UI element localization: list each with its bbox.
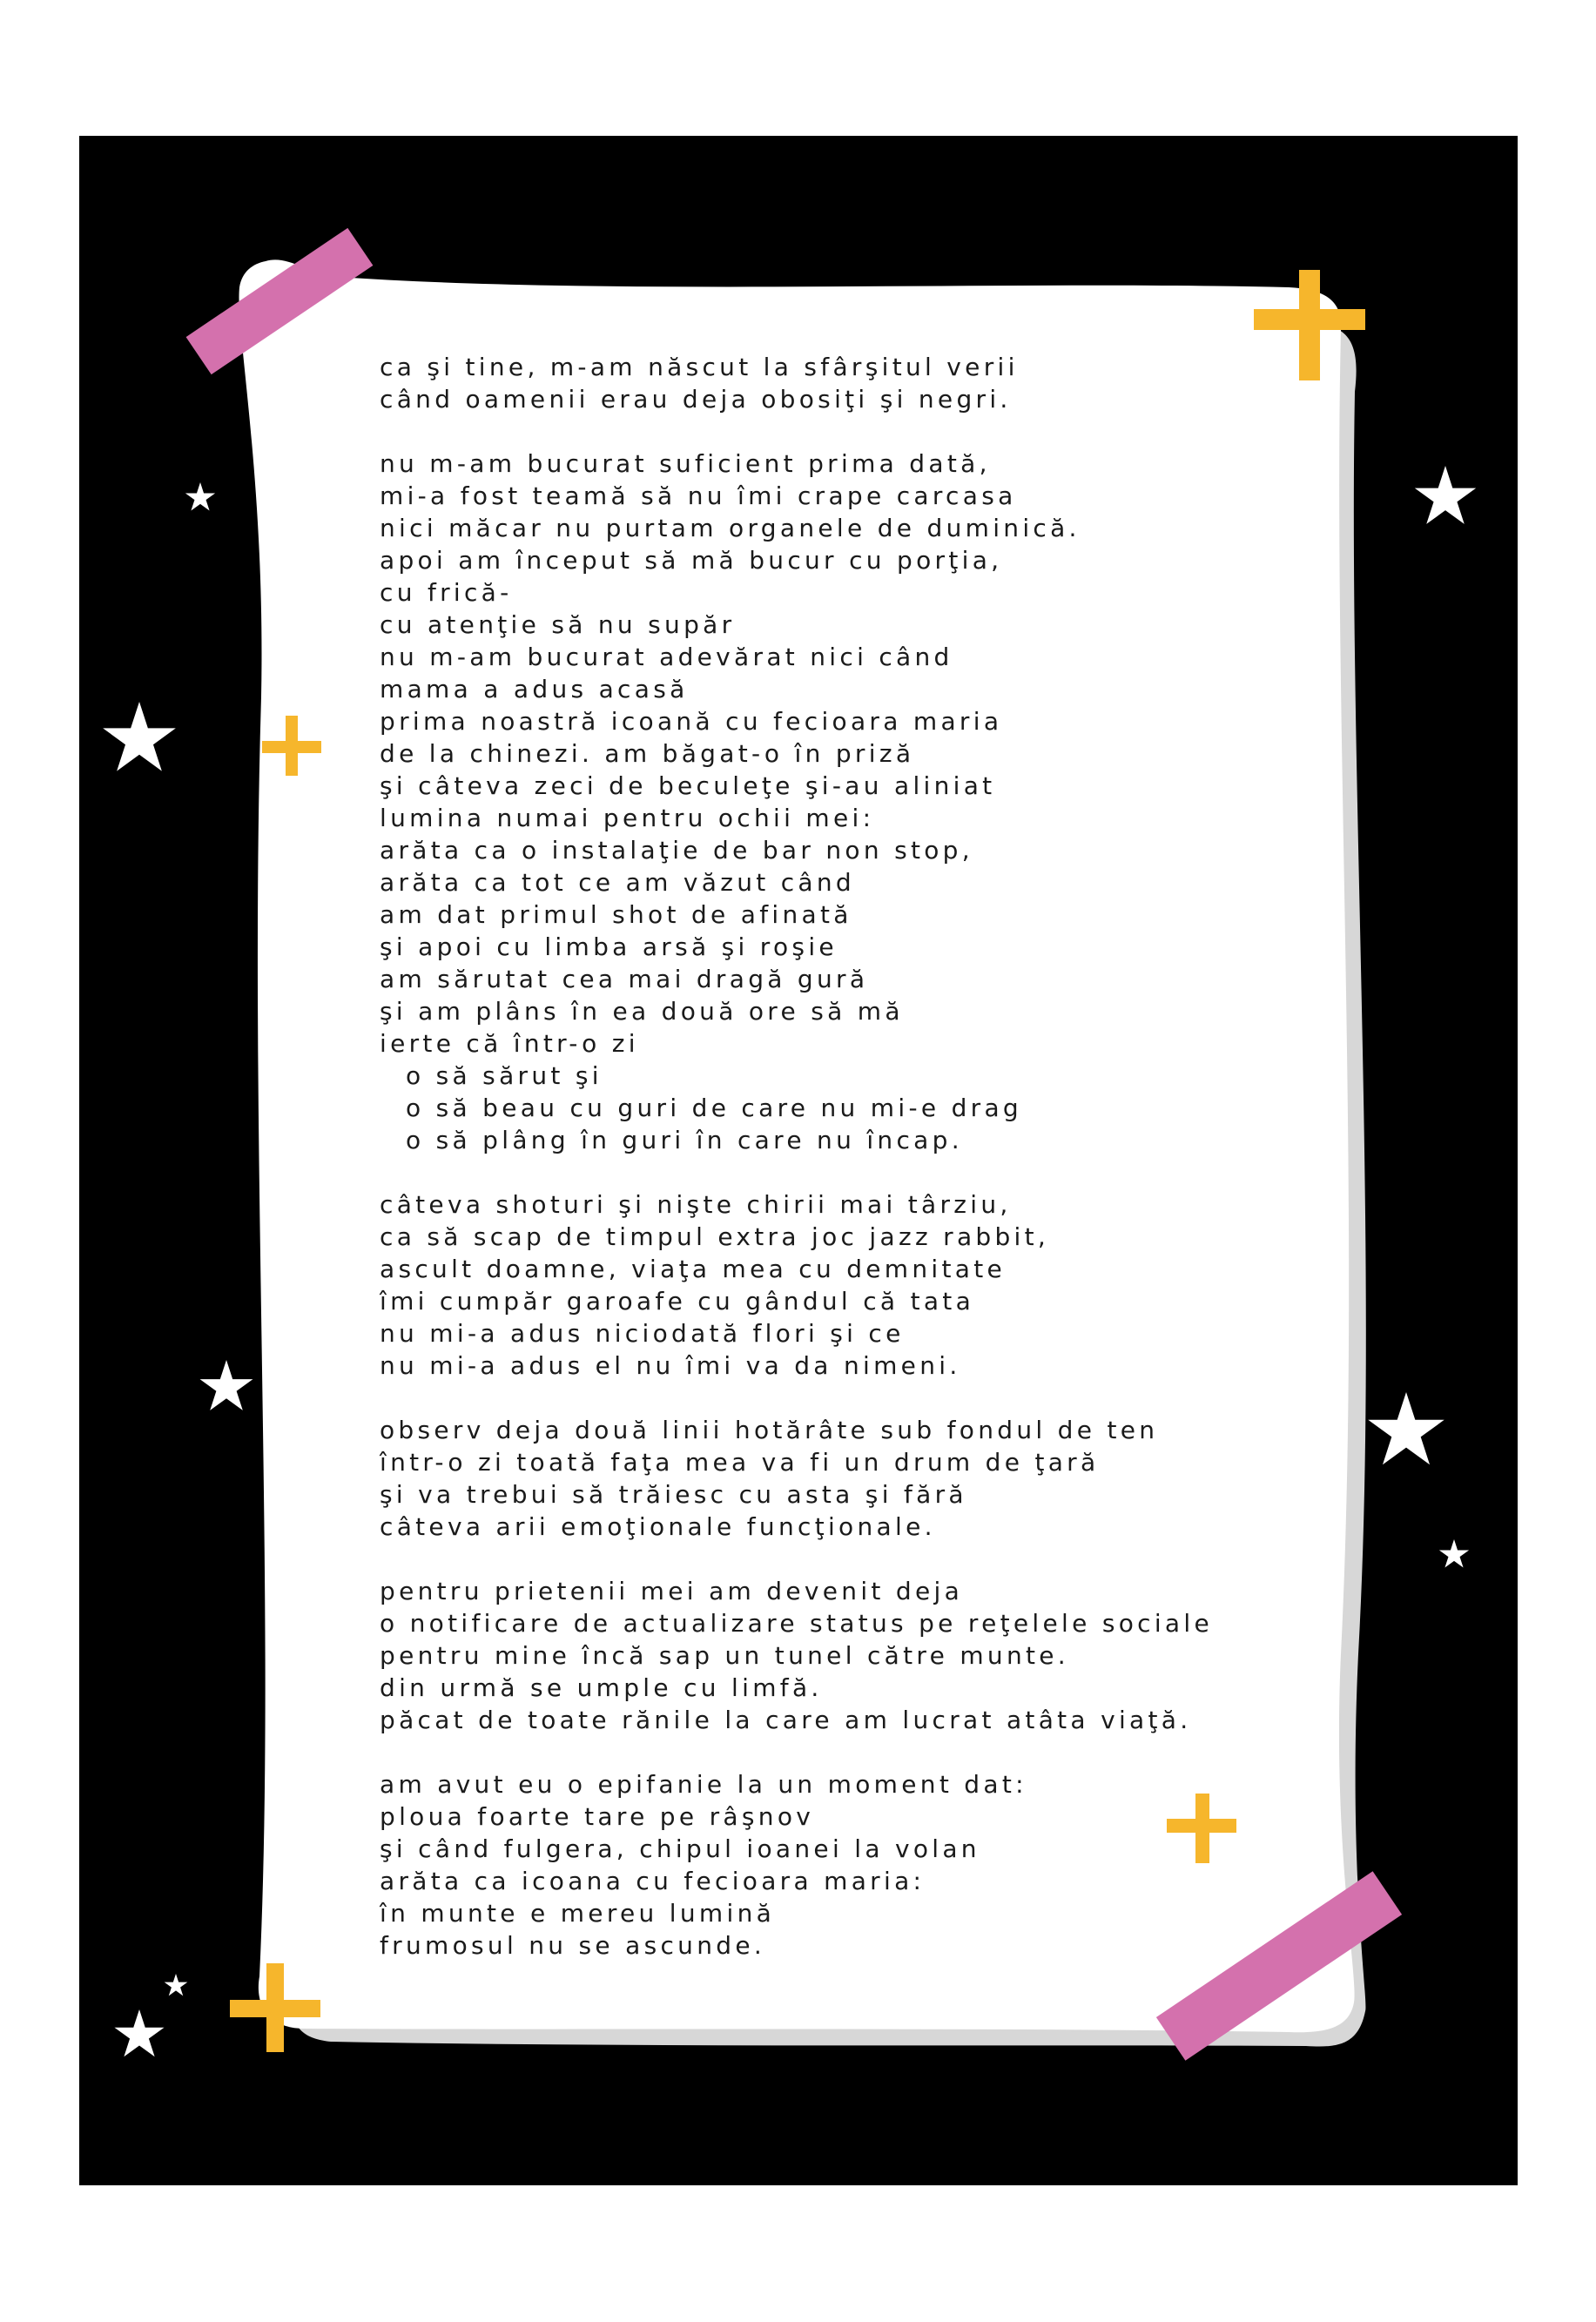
star-icon: [114, 2009, 164, 2056]
poem-line: nu mi-a adus niciodată flori şi ce: [380, 1319, 905, 1348]
poem-line: ierte că într-o zi: [380, 1029, 639, 1058]
poem-line: o să plâng în guri în care nu încap.: [406, 1126, 963, 1154]
poem-line: în munte e mereu lumină: [380, 1899, 776, 1928]
poem-stanza: [380, 351, 1355, 415]
poem-line: lumina numai pentru ochii mei:: [380, 804, 875, 832]
poem-line: nu mi-a adus el nu îmi va da nimeni.: [380, 1351, 961, 1380]
poem-line: arăta ca tot ce am văzut când: [380, 868, 855, 897]
poem-line: prima noastră icoană cu fecioara maria: [380, 707, 1003, 736]
poem-line: şi apoi cu limba arsă şi roşie: [380, 932, 838, 961]
poem-stanza: [380, 1188, 1355, 1382]
poem-line: frumosul nu se ascunde.: [380, 1931, 766, 1960]
poem-line: şi când fulgera, chipul ioanei la volan: [380, 1834, 980, 1863]
poem-line: am dat primul shot de afinată: [380, 900, 852, 929]
poem-line: ca şi tine, m-am născut la sfârşitul verii: [380, 353, 1019, 381]
poem-line: cu frică-: [380, 578, 513, 607]
poem-line: îmi cumpăr garoafe cu gândul că tata: [380, 1287, 975, 1316]
star-icon: [165, 1974, 188, 1996]
poem-line: apoi am început să mă bucur cu porţia,: [380, 546, 1003, 575]
poem-line: am avut eu o epifanie la un moment dat:: [380, 1770, 1027, 1799]
poem-line: din urmă se umple cu limfă.: [380, 1673, 823, 1702]
poem-line: o să beau cu guri de care nu mi-e drag: [406, 1094, 1023, 1122]
poem-line: pentru mine încă sap un tunel către munte.: [380, 1641, 1070, 1670]
poem-line: pentru prietenii mei am devenit deja: [380, 1577, 964, 1605]
poem-line: o notificare de actualizare status pe reţelele sociale: [380, 1609, 1213, 1638]
poem-line: observ deja două linii hotărâte sub fondul de ten: [380, 1416, 1159, 1444]
poem-line: o să sărut şi: [406, 1061, 603, 1090]
poem-line: de la chinezi. am băgat-o în priză: [380, 739, 915, 768]
poem-line: câteva shoturi şi nişte chirii mai târziu,: [380, 1190, 1012, 1219]
poem-line: nu m-am bucurat suficient prima dată,: [380, 449, 991, 478]
star-icon: [103, 702, 176, 771]
star-icon: [200, 1360, 253, 1410]
poem-line: am sărutat cea mai dragă gură: [380, 965, 869, 993]
poem-line: mi-a fost teamă să nu îmi crape carcasa: [380, 481, 1017, 510]
poem-line: şi va trebui să trăiesc cu asta şi fără: [380, 1480, 967, 1509]
poem-line: arăta ca o instalaţie de bar non stop,: [380, 836, 973, 865]
poem-line: ploua foarte tare pe râşnov: [380, 1802, 815, 1831]
poem-line: păcat de toate rănile la care am lucrat atâta viaţă.: [380, 1706, 1192, 1734]
poem-line: câteva arii emoţionale funcţionale.: [380, 1512, 936, 1541]
poem-line: cu atenţie să nu supăr: [380, 610, 736, 639]
poem-line: ca să scap de timpul extra joc jazz rabbit,: [380, 1222, 1050, 1251]
poem-stanza: [380, 1575, 1355, 1736]
poem-text: [380, 351, 1355, 1962]
poem-line: nu m-am bucurat adevărat nici când: [380, 643, 953, 671]
star-icon: [185, 482, 215, 511]
poem-line: arăta ca icoana cu fecioara maria:: [380, 1867, 926, 1895]
star-icon: [1415, 466, 1476, 524]
poem-line: într-o zi toată faţa mea va fi un drum de ţară: [380, 1448, 1100, 1477]
star-icon: [1368, 1392, 1444, 1464]
poem-line: nici măcar nu purtam organele de duminică.: [380, 514, 1081, 542]
poem-stanza: [380, 1414, 1355, 1543]
poem-stanza: [380, 448, 1355, 1156]
poem-line: şi am plâns în ea două ore să mă: [380, 997, 904, 1026]
star-icon: [1439, 1539, 1469, 1568]
poem-line: când oamenii erau deja obosiţi şi negri.: [380, 385, 1012, 414]
poem-line: ascult doamne, viaţa mea cu demnitate: [380, 1255, 1007, 1283]
poem-line: şi câteva zeci de beculeţe şi-au aliniat: [380, 771, 996, 800]
poem-stanza: [380, 1768, 1355, 1962]
poem-line: mama a adus acasă: [380, 675, 689, 703]
